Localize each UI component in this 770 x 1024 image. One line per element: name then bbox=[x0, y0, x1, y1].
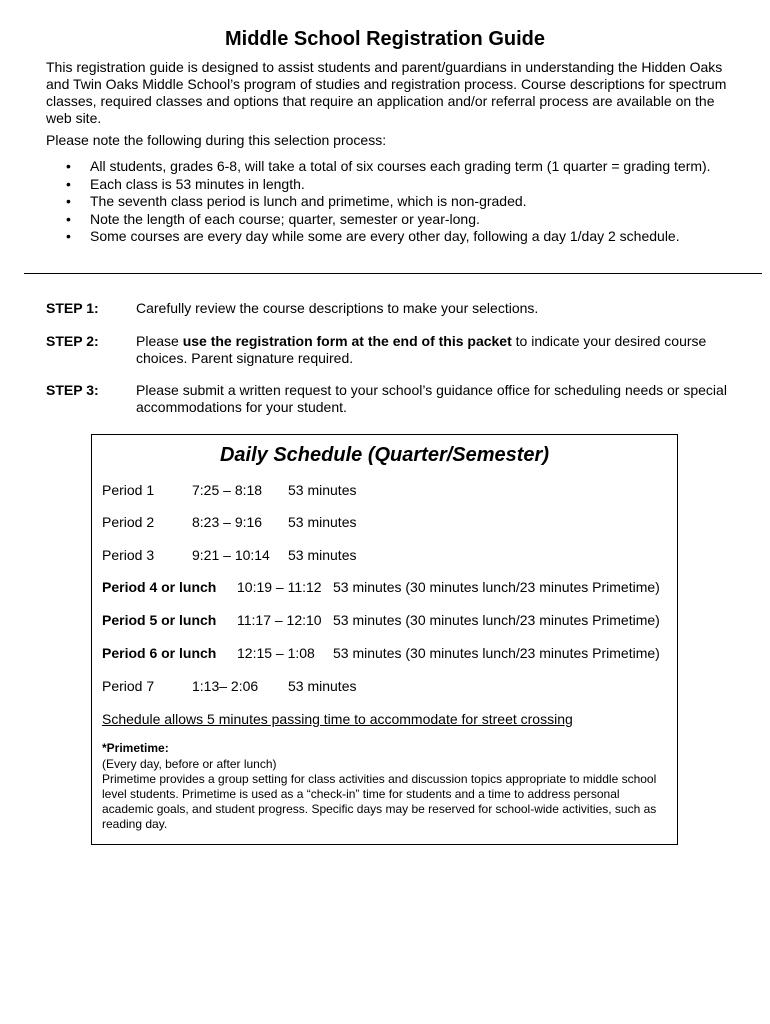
period-length: 53 minutes bbox=[288, 678, 357, 694]
primetime-description: Primetime provides a group setting for class activities and discussion topics appropriate to middle school level students. Primetime is used as a “check-in” time for students and a time to address personal academic goals, and student progress. Specific days may be reserved for school-wide activities, such as reading day. bbox=[102, 772, 657, 831]
bullet-item: • Note the length of each course; quarter, semester or year-long. bbox=[60, 211, 711, 229]
bullet-item: • The seventh class period is lunch and primetime, which is non-graded. bbox=[60, 193, 711, 211]
step-text: Please submit a written request to your school’s guidance office for scheduling needs or special accommodations for your student. bbox=[136, 382, 727, 415]
schedule-title: Daily Schedule (Quarter/Semester) bbox=[219, 444, 549, 466]
period-time: 10:19 – 11:12 bbox=[237, 579, 322, 595]
horizontal-divider bbox=[24, 273, 762, 274]
step-text: Carefully review the course descriptions to make your selections. bbox=[136, 300, 539, 316]
primetime-title: *Primetime: bbox=[102, 741, 169, 755]
note-line: Please note the following during this selection process: bbox=[46, 132, 387, 148]
period-time: 8:23 – 9:16 bbox=[192, 514, 263, 530]
passing-time-note: Schedule allows 5 minutes passing time to accommodate for street crossing bbox=[102, 711, 573, 727]
intro-paragraph: This registration guide is designed to assist students and parent/guardians in understanding the Hidden Oaks and Twin Oaks Middle School’s program of studies and registration process. Course descriptions for spectrum classes, required classes and options that require an application and/or referral process are available on the web site. bbox=[46, 59, 727, 126]
period-label: Period 1 bbox=[102, 482, 155, 498]
step-label: STEP 3: bbox=[46, 382, 99, 398]
period-label: Period 6 or lunch bbox=[102, 645, 217, 661]
bullet-list bbox=[60, 158, 711, 246]
period-length: 53 minutes (30 minutes lunch/23 minutes Primetime) bbox=[333, 645, 660, 661]
period-length: 53 minutes bbox=[288, 482, 357, 498]
period-time: 11:17 – 12:10 bbox=[237, 612, 322, 628]
period-length: 53 minutes (30 minutes lunch/23 minutes Primetime) bbox=[333, 612, 660, 628]
step-text-pre: Please bbox=[136, 333, 183, 349]
period-label: Period 2 bbox=[102, 514, 155, 530]
period-label: Period 3 bbox=[102, 547, 155, 563]
bullet-item: • All students, grades 6-8, will take a total of six courses each grading term (1 quarter = grading term). bbox=[60, 158, 711, 176]
period-time: 1:13– 2:06 bbox=[192, 678, 259, 694]
page-title: Middle School Registration Guide bbox=[224, 28, 546, 50]
step-text bbox=[136, 333, 736, 367]
step-text-bold: use the registration form at the end of this packet bbox=[182, 333, 512, 349]
step-label: STEP 1: bbox=[46, 300, 99, 316]
period-length: 53 minutes bbox=[288, 547, 357, 563]
period-label: Period 7 bbox=[102, 678, 155, 694]
bullet-item: • Each class is 53 minutes in length. bbox=[60, 176, 711, 194]
period-time: 12:15 – 1:08 bbox=[237, 645, 315, 661]
period-time: 7:25 – 8:18 bbox=[192, 482, 263, 498]
period-label: Period 5 or lunch bbox=[102, 612, 217, 628]
period-length: 53 minutes (30 minutes lunch/23 minutes Primetime) bbox=[333, 579, 660, 595]
primetime-subtitle: (Every day, before or after lunch) bbox=[102, 757, 277, 771]
period-label: Period 4 or lunch bbox=[102, 579, 217, 595]
period-time: 9:21 – 10:14 bbox=[192, 547, 270, 563]
step-text-post: to indicate your desired course choices. Parent signature required. bbox=[136, 333, 707, 366]
period-length: 53 minutes bbox=[288, 514, 357, 530]
step-label: STEP 2: bbox=[46, 333, 99, 349]
bullet-item: • Some courses are every day while some are every other day, following a day 1/day 2 schedule. bbox=[60, 228, 711, 246]
daily-schedule-box bbox=[91, 434, 678, 845]
